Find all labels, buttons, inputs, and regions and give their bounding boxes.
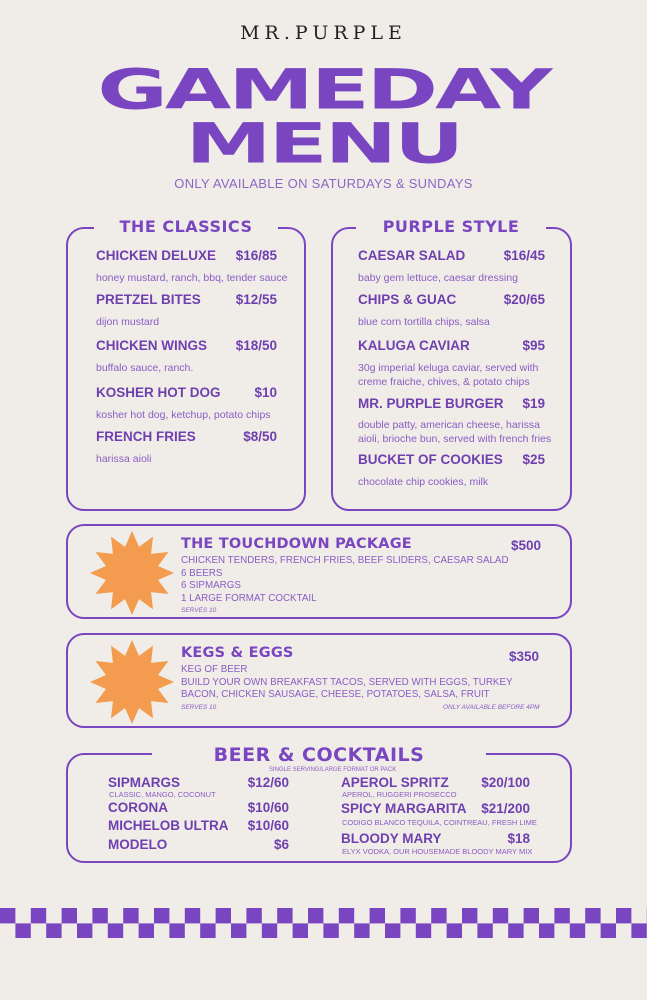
checker-cell <box>293 923 308 938</box>
beer-subnote: SINGLE SERVING/LARGE FORMAT OR PACK <box>269 767 397 773</box>
menu-item-name: CHICKEN DELUXE <box>96 248 217 263</box>
checker-cell <box>601 923 616 938</box>
menu-item-price: $19 <box>522 396 545 411</box>
checker-cell <box>15 923 30 938</box>
touchdown-serves: SERVES 10 <box>181 607 217 614</box>
checker-cell <box>62 908 77 923</box>
checker-cell <box>46 923 61 938</box>
menu-item-desc: harissa aioli <box>96 453 152 465</box>
checker-cell <box>570 923 585 938</box>
menu-item-desc: honey mustard, ranch, bbq, tender sauce <box>96 272 288 284</box>
menu-item-price: $16/45 <box>503 248 545 263</box>
checker-cell <box>277 908 292 923</box>
menu-item-desc: double patty, american cheese, harissa <box>358 419 540 431</box>
drink-name: BLOODY MARY <box>341 831 442 846</box>
menu-item-name: PRETZEL BITES <box>96 292 201 307</box>
orange-starburst-icon <box>88 531 176 615</box>
menu-item-desc: baby gem lettuce, caesar dressing <box>358 272 518 284</box>
checker-cell <box>431 908 446 923</box>
checker-cell <box>370 908 385 923</box>
checker-cell <box>262 923 277 938</box>
drink-name: APEROL SPRITZ <box>341 775 449 790</box>
menu-item-name: MR. PURPLE BURGER <box>358 396 504 411</box>
brand-name: MR.PURPLE <box>240 22 407 44</box>
orange-starburst-icon <box>88 640 176 724</box>
subtitle: ONLY AVAILABLE ON SATURDAYS & SUNDAYS <box>174 176 473 191</box>
checker-cell <box>308 908 323 923</box>
drink-name: MICHELOB ULTRA <box>108 818 229 833</box>
checkerboard-border <box>0 908 647 938</box>
checker-cell <box>139 923 154 938</box>
kegs-serves: SERVES 10 <box>181 704 217 711</box>
menu-item-name: BUCKET OF COOKIES <box>358 452 503 467</box>
checker-cell <box>447 923 462 938</box>
kegs-line: BUILD YOUR OWN BREAKFAST TACOS, SERVED WITH EGGS, TURKEY <box>181 677 513 688</box>
touchdown-line: CHICKEN TENDERS, FRENCH FRIES, BEEF SLIDERS, CAESAR SALAD <box>181 555 509 566</box>
menu-item-name: FRENCH FRIES <box>96 429 196 444</box>
kegs-line: KEG OF BEER <box>181 664 248 675</box>
kegs-availability-note: ONLY AVAILABLE BEFORE 4PM <box>443 704 540 711</box>
checker-cell <box>616 908 631 923</box>
menu-item-name: CAESAR SALAD <box>358 248 466 263</box>
menu-item-desc: blue corn tortilla chips, salsa <box>358 316 490 328</box>
purple-style-title: PURPLE STYLE <box>356 217 546 236</box>
checker-cell <box>246 908 261 923</box>
beer-title: BEER & COCKTAILS <box>152 744 486 766</box>
checker-cell <box>200 923 215 938</box>
drink-name: SPICY MARGARITA <box>341 801 467 816</box>
checker-cell <box>169 923 184 938</box>
checker-cell <box>508 923 523 938</box>
menu-item-name: CHICKEN WINGS <box>96 338 207 353</box>
checker-cell <box>354 923 369 938</box>
menu-item-price: $16/85 <box>235 248 277 263</box>
drink-price: $18 <box>507 831 530 846</box>
menu-item-desc: kosher hot dog, ketchup, potato chips <box>96 409 271 421</box>
checker-cell <box>339 908 354 923</box>
classics-title: THE CLASSICS <box>94 217 278 236</box>
drink-name: MODELO <box>108 837 168 852</box>
checker-cell <box>554 908 569 923</box>
checker-cell <box>477 923 492 938</box>
kegs-line: BACON, CHICKEN SAUSAGE, CHEESE, POTATOES, SALSA, FRUIT <box>181 689 490 700</box>
menu-item-name: KOSHER HOT DOG <box>96 385 221 400</box>
checker-cell <box>154 908 169 923</box>
checker-cell <box>585 908 600 923</box>
drink-price: $20/100 <box>481 775 530 790</box>
checker-cell <box>77 923 92 938</box>
drink-price: $21/200 <box>481 801 530 816</box>
drink-desc: CLASSIC, MANGO, COCONUT <box>109 790 216 799</box>
drink-price: $10/60 <box>247 800 289 815</box>
menu-item-desc: 30g imperial keluga caviar, served with <box>358 362 539 374</box>
menu-item-price: $18/50 <box>235 338 277 353</box>
title-gameday: GAMEDAY <box>97 57 550 123</box>
drink-desc: ELYX VODKA, OUR HOUSEMADE BLOODY MARY MIX <box>342 847 533 856</box>
menu-item-name: KALUGA CAVIAR <box>358 338 470 353</box>
drink-name: CORONA <box>108 800 168 815</box>
title-menu: MENU <box>185 111 462 177</box>
menu-item-desc: dijon mustard <box>96 316 160 328</box>
drink-name: SIPMARGS <box>108 775 181 790</box>
touchdown-line: 6 BEERS <box>181 568 223 579</box>
checker-cell <box>123 908 138 923</box>
checker-cell <box>31 908 46 923</box>
touchdown-line: 6 SIPMARGS <box>181 580 241 591</box>
checker-cell <box>108 923 123 938</box>
checker-cell <box>400 908 415 923</box>
checker-cell <box>385 923 400 938</box>
kegs-price: $350 <box>509 649 540 664</box>
menu-item-price: $10 <box>254 385 277 400</box>
checker-cell <box>231 923 246 938</box>
drink-desc: APEROL, RUGGERI PROSECCO <box>342 790 457 799</box>
menu-item-price: $8/50 <box>243 429 277 444</box>
checker-cell <box>0 908 15 923</box>
menu-item-price: $12/55 <box>235 292 277 307</box>
menu-item-desc: aioli, brioche bun, served with french fries <box>358 433 552 445</box>
menu-item-desc: chocolate chip cookies, milk <box>358 476 489 488</box>
menu-item-price: $20/65 <box>503 292 545 307</box>
drink-price: $10/60 <box>247 818 289 833</box>
menu-item-price: $95 <box>522 338 545 353</box>
menu-item-price: $25 <box>522 452 545 467</box>
checker-cell <box>92 908 107 923</box>
menu-item-desc: buffalo sauce, ranch. <box>96 362 194 374</box>
checker-cell <box>493 908 508 923</box>
menu-item-desc: creme fraiche, chives, & potato chips <box>358 376 530 388</box>
touchdown-price: $500 <box>511 538 542 553</box>
checker-cell <box>631 923 646 938</box>
checker-cell <box>185 908 200 923</box>
checker-cell <box>462 908 477 923</box>
touchdown-line: 1 LARGE FORMAT COCKTAIL <box>181 593 317 604</box>
checker-cell <box>216 908 231 923</box>
menu-item-name: CHIPS & GUAC <box>358 292 457 307</box>
checker-cell <box>524 908 539 923</box>
drink-desc: CODIGO BLANCO TEQUILA, COINTREAU, FRESH LIME <box>342 818 537 827</box>
checker-cell <box>539 923 554 938</box>
checker-cell <box>416 923 431 938</box>
touchdown-title: THE TOUCHDOWN PACKAGE <box>181 536 412 552</box>
checker-cell <box>323 923 338 938</box>
drink-price: $6 <box>273 837 289 852</box>
kegs-title: KEGS & EGGS <box>181 645 294 661</box>
drink-price: $12/60 <box>247 775 289 790</box>
